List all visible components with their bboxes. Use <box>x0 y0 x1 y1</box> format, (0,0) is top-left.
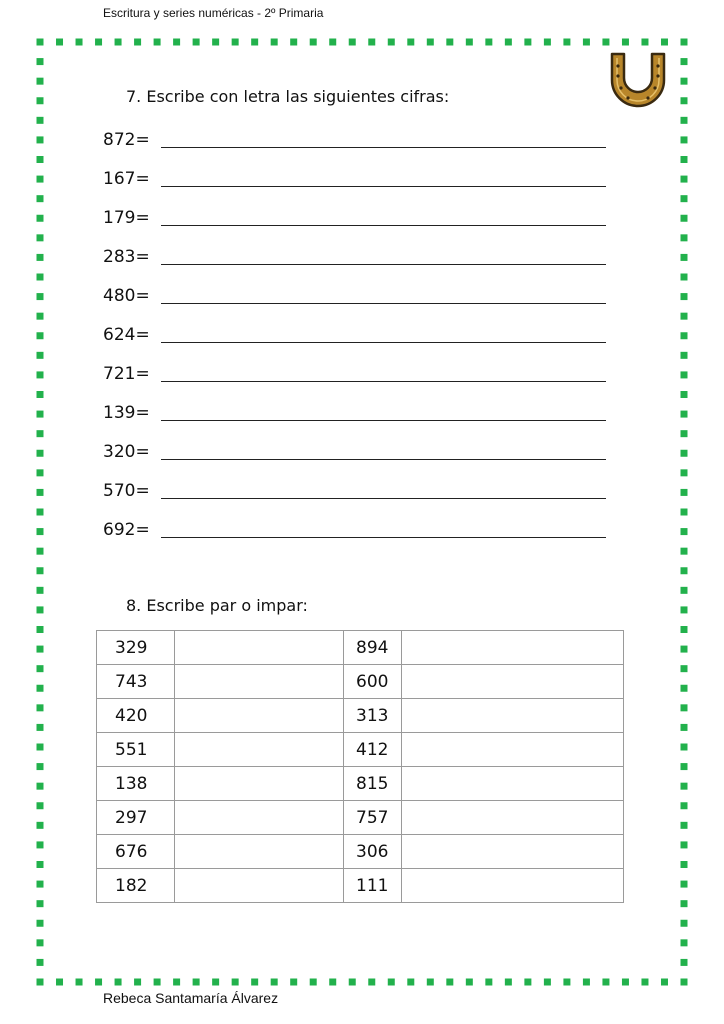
border-dot <box>232 979 239 986</box>
number-cell: 329 <box>97 631 175 665</box>
border-dot <box>681 313 688 320</box>
answer-cell[interactable] <box>175 699 344 733</box>
border-dot <box>681 744 688 751</box>
border-dot <box>37 78 44 85</box>
number-cell: 138 <box>97 767 175 801</box>
table-row <box>97 835 624 869</box>
border-dot <box>485 979 492 986</box>
border-dot <box>681 783 688 790</box>
border-dot <box>388 39 395 46</box>
answer-line[interactable] <box>161 536 606 538</box>
border-dot <box>37 979 44 986</box>
border-dot <box>37 920 44 927</box>
border-dot <box>681 352 688 359</box>
number-label: 692= <box>103 520 150 540</box>
border-dot <box>368 39 375 46</box>
border-dot <box>681 430 688 437</box>
border-dot <box>115 39 122 46</box>
border-dot <box>37 430 44 437</box>
border-dot <box>641 979 648 986</box>
number-label: 139= <box>103 403 150 423</box>
border-dot <box>524 979 531 986</box>
border-dot <box>37 58 44 65</box>
table-row <box>97 767 624 801</box>
border-dot <box>37 959 44 966</box>
number-label: 721= <box>103 364 150 384</box>
border-dot <box>407 39 414 46</box>
border-dot <box>388 979 395 986</box>
number-label: 872= <box>103 130 150 150</box>
border-dot <box>37 528 44 535</box>
border-dot <box>681 646 688 653</box>
table-row <box>97 869 624 903</box>
border-dot <box>505 39 512 46</box>
answer-cell[interactable] <box>402 733 624 767</box>
border-dot <box>681 724 688 731</box>
border-dot <box>681 939 688 946</box>
answer-line[interactable] <box>161 146 606 148</box>
writing-row <box>103 280 613 306</box>
border-dot <box>681 802 688 809</box>
answer-cell[interactable] <box>402 699 624 733</box>
border-dot <box>466 979 473 986</box>
border-dot <box>76 979 83 986</box>
number-cell: 313 <box>344 699 402 733</box>
border-dot <box>681 39 688 46</box>
border-dot <box>681 920 688 927</box>
table-row <box>97 665 624 699</box>
border-dot <box>251 979 258 986</box>
border-dot <box>134 979 141 986</box>
parity-table <box>96 630 624 903</box>
number-cell: 182 <box>97 869 175 903</box>
border-dot <box>37 606 44 613</box>
border-dot <box>310 979 317 986</box>
border-dot <box>681 509 688 516</box>
border-dot <box>37 822 44 829</box>
answer-cell[interactable] <box>175 665 344 699</box>
border-dot <box>37 548 44 555</box>
table-row <box>97 801 624 835</box>
border-dot <box>329 39 336 46</box>
border-dot <box>37 567 44 574</box>
question-7-title: 7. Escribe con letra las siguientes cifras: <box>126 87 450 106</box>
answer-cell[interactable] <box>175 767 344 801</box>
number-label: 570= <box>103 481 150 501</box>
border-dot <box>681 450 688 457</box>
border-dot <box>641 39 648 46</box>
border-dot <box>544 39 551 46</box>
border-dot <box>681 176 688 183</box>
border-dot <box>37 215 44 222</box>
border-dot <box>681 861 688 868</box>
border-dot <box>681 763 688 770</box>
border-dot <box>37 450 44 457</box>
border-dot <box>95 979 102 986</box>
writing-row <box>103 241 613 267</box>
number-cell: 676 <box>97 835 175 869</box>
border-dot <box>232 39 239 46</box>
border-dot <box>583 979 590 986</box>
border-dot <box>349 39 356 46</box>
border-dot <box>37 939 44 946</box>
answer-line[interactable] <box>161 419 606 421</box>
page-header: Escritura y series numéricas - 2º Primaria <box>103 6 324 20</box>
number-cell: 551 <box>97 733 175 767</box>
writing-row <box>103 436 613 462</box>
border-dot <box>37 293 44 300</box>
border-dot <box>349 979 356 986</box>
border-dot <box>407 979 414 986</box>
border-dot <box>37 900 44 907</box>
border-dot <box>681 626 688 633</box>
border-dot <box>681 587 688 594</box>
border-dot <box>602 979 609 986</box>
number-cell: 306 <box>344 835 402 869</box>
border-dot <box>37 136 44 143</box>
border-dot <box>563 979 570 986</box>
border-dot <box>661 979 668 986</box>
border-dot <box>37 352 44 359</box>
border-dot <box>681 528 688 535</box>
border-dot <box>681 391 688 398</box>
border-dot <box>56 39 63 46</box>
number-label: 320= <box>103 442 150 462</box>
border-dot <box>134 39 141 46</box>
border-dot <box>193 39 200 46</box>
border-dot <box>37 313 44 320</box>
answer-cell[interactable] <box>402 767 624 801</box>
border-dot <box>56 979 63 986</box>
border-dot <box>37 332 44 339</box>
border-dot <box>446 39 453 46</box>
answer-line[interactable] <box>161 458 606 460</box>
number-label: 480= <box>103 286 150 306</box>
answer-line[interactable] <box>161 185 606 187</box>
answer-line[interactable] <box>161 497 606 499</box>
border-dot <box>115 979 122 986</box>
table-row <box>97 699 624 733</box>
border-dot <box>290 39 297 46</box>
writing-row <box>103 514 613 540</box>
answer-line[interactable] <box>161 263 606 265</box>
border-dot <box>37 195 44 202</box>
number-label: 624= <box>103 325 150 345</box>
number-cell: 743 <box>97 665 175 699</box>
border-dot <box>37 39 44 46</box>
number-label: 179= <box>103 208 150 228</box>
border-dot <box>37 274 44 281</box>
border-dot <box>368 979 375 986</box>
border-dot <box>622 979 629 986</box>
border-dot <box>681 97 688 104</box>
border-dot <box>37 156 44 163</box>
number-cell: 815 <box>344 767 402 801</box>
border-dot <box>681 117 688 124</box>
border-dot <box>681 411 688 418</box>
border-dot <box>290 979 297 986</box>
table-row <box>97 631 624 665</box>
horseshoe-icon <box>606 48 670 118</box>
border-dot <box>681 567 688 574</box>
border-dot <box>485 39 492 46</box>
border-dot <box>37 724 44 731</box>
border-dot <box>193 979 200 986</box>
border-dot <box>681 665 688 672</box>
border-dot <box>681 371 688 378</box>
border-dot <box>37 176 44 183</box>
number-cell: 894 <box>344 631 402 665</box>
answer-cell[interactable] <box>175 801 344 835</box>
answer-line[interactable] <box>161 302 606 304</box>
border-dot <box>37 665 44 672</box>
border-dot <box>427 39 434 46</box>
writing-row <box>103 475 613 501</box>
border-dot <box>37 587 44 594</box>
border-dot <box>681 195 688 202</box>
border-dot <box>681 685 688 692</box>
border-dot <box>37 411 44 418</box>
writing-row <box>103 358 613 384</box>
border-dot <box>681 881 688 888</box>
border-dot <box>37 626 44 633</box>
border-dot <box>661 39 668 46</box>
border-dot <box>37 509 44 516</box>
writing-row <box>103 124 613 150</box>
border-dot <box>37 685 44 692</box>
border-dot <box>76 39 83 46</box>
border-dot <box>681 78 688 85</box>
number-label: 167= <box>103 169 150 189</box>
border-dot <box>681 959 688 966</box>
border-dot <box>681 979 688 986</box>
border-dot <box>681 489 688 496</box>
border-dot <box>95 39 102 46</box>
number-cell: 420 <box>97 699 175 733</box>
border-dot <box>681 704 688 711</box>
border-dot <box>154 39 161 46</box>
border-dot <box>563 39 570 46</box>
border-dot <box>681 215 688 222</box>
border-dot <box>37 371 44 378</box>
number-cell: 757 <box>344 801 402 835</box>
border-dot <box>681 254 688 261</box>
border-dot <box>37 646 44 653</box>
answer-cell[interactable] <box>175 869 344 903</box>
border-dot <box>681 136 688 143</box>
answer-cell[interactable] <box>175 631 344 665</box>
border-dot <box>212 979 219 986</box>
border-dot <box>544 979 551 986</box>
border-dot <box>681 332 688 339</box>
border-dot <box>37 841 44 848</box>
border-dot <box>271 39 278 46</box>
border-dot <box>524 39 531 46</box>
writing-row <box>103 202 613 228</box>
border-dot <box>37 391 44 398</box>
border-dot <box>271 979 278 986</box>
border-dot <box>602 39 609 46</box>
border-dot <box>446 979 453 986</box>
answer-line[interactable] <box>161 380 606 382</box>
number-cell: 600 <box>344 665 402 699</box>
border-dot <box>681 841 688 848</box>
border-dot <box>37 802 44 809</box>
border-dot <box>681 234 688 241</box>
page-footer: Rebeca Santamaría Álvarez <box>103 990 279 1006</box>
writing-row <box>103 319 613 345</box>
border-dot <box>427 979 434 986</box>
border-dot <box>681 293 688 300</box>
border-dot <box>681 900 688 907</box>
border-dot <box>173 39 180 46</box>
answer-cell[interactable] <box>402 801 624 835</box>
border-dot <box>173 979 180 986</box>
border-dot <box>505 979 512 986</box>
border-dot <box>37 489 44 496</box>
border-dot <box>154 979 161 986</box>
border-dot <box>212 39 219 46</box>
border-dot <box>681 156 688 163</box>
border-dot <box>37 783 44 790</box>
table-row <box>97 733 624 767</box>
border-dot <box>329 979 336 986</box>
border-dot <box>681 469 688 476</box>
border-dot <box>37 97 44 104</box>
writing-row <box>103 163 613 189</box>
border-dot <box>251 39 258 46</box>
number-cell: 297 <box>97 801 175 835</box>
border-dot <box>583 39 590 46</box>
border-dot <box>681 274 688 281</box>
answer-cell[interactable] <box>402 631 624 665</box>
border-dot <box>37 704 44 711</box>
answer-cell[interactable] <box>402 665 624 699</box>
border-dot <box>37 117 44 124</box>
border-dot <box>37 763 44 770</box>
border-dot <box>37 254 44 261</box>
number-cell: 111 <box>344 869 402 903</box>
answer-cell[interactable] <box>175 835 344 869</box>
question-8-title: 8. Escribe par o impar: <box>126 596 308 615</box>
border-dot <box>37 881 44 888</box>
border-dot <box>37 744 44 751</box>
number-label: 283= <box>103 247 150 267</box>
border-dot <box>37 234 44 241</box>
answer-cell[interactable] <box>402 869 624 903</box>
answer-cell[interactable] <box>402 835 624 869</box>
border-dot <box>37 469 44 476</box>
border-dot <box>681 58 688 65</box>
answer-cell[interactable] <box>175 733 344 767</box>
border-dot <box>681 822 688 829</box>
number-cell: 412 <box>344 733 402 767</box>
writing-row <box>103 397 613 423</box>
border-dot <box>466 39 473 46</box>
border-dot <box>37 861 44 868</box>
border-dot <box>310 39 317 46</box>
border-dot <box>681 548 688 555</box>
border-dot <box>681 606 688 613</box>
answer-line[interactable] <box>161 341 606 343</box>
answer-line[interactable] <box>161 224 606 226</box>
border-dot <box>622 39 629 46</box>
